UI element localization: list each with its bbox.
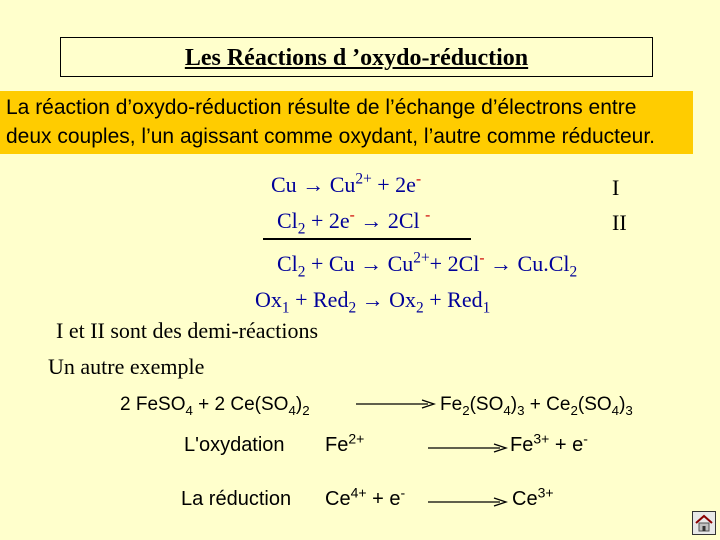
ex-rhs-b-sub: 4 xyxy=(503,402,511,418)
ex-lhs-c-sub: 2 xyxy=(302,402,310,418)
home-icon[interactable] xyxy=(692,511,716,535)
ex-rhs-d: + Ce xyxy=(524,394,571,415)
arrow-icon: → xyxy=(360,251,383,276)
eq2-cl: Cl xyxy=(277,208,298,233)
eq3-cu: Cu xyxy=(382,251,414,276)
long-arrow-icon xyxy=(428,495,508,509)
ex-rhs-c: ) xyxy=(510,394,518,415)
house-icon xyxy=(693,512,715,534)
ex-rhs-f-sub: 3 xyxy=(625,402,633,418)
roman-2: II xyxy=(612,210,627,235)
reduction-lhs xyxy=(325,484,406,511)
eq1-cu2: Cu xyxy=(329,172,356,197)
eq1-cu: Cu xyxy=(271,172,297,197)
red-ce: Ce xyxy=(325,488,351,510)
ex-rhs-a: Fe xyxy=(440,394,463,415)
eq1-charge: 2+ xyxy=(355,170,372,188)
ex-rhs-a-sub: 2 xyxy=(462,402,470,418)
eq4-s4: 1 xyxy=(482,299,491,317)
ex-rhs-c-sub: 3 xyxy=(517,402,525,418)
eq2-rhs: 2Cl xyxy=(387,208,426,233)
title-box xyxy=(60,37,653,77)
ox-plus-e: + e xyxy=(549,434,584,456)
example-rhs xyxy=(440,394,633,416)
eq1-minus: - xyxy=(415,170,422,188)
eq2-rhs-minus: - xyxy=(425,206,431,224)
eq2-sub: 2 xyxy=(297,220,306,238)
eq1-plus: + 2e xyxy=(371,172,416,197)
equation-1 xyxy=(271,172,421,198)
ex-lhs-c: ) xyxy=(295,394,303,415)
eq3-charge: 2+ xyxy=(413,249,430,267)
eq3-sub: 2 xyxy=(297,263,306,281)
reduction-rhs xyxy=(512,484,554,511)
red-ce3-sup: 3+ xyxy=(537,484,554,501)
eq4-s3: 2 xyxy=(416,299,424,317)
arrow-icon: → xyxy=(360,208,383,233)
eq2-minus: - xyxy=(349,206,355,224)
red-ce3: Ce xyxy=(512,488,538,510)
equation-2 xyxy=(277,206,431,238)
oxidation-rhs xyxy=(510,430,588,457)
eq3-minus: - xyxy=(479,249,485,267)
eq4-ox2: Ox xyxy=(383,287,417,312)
long-arrow-icon xyxy=(428,441,508,455)
equation-general xyxy=(255,287,491,317)
ex-rhs-e: (SO xyxy=(577,394,612,415)
ox-fe: Fe xyxy=(325,434,349,456)
long-arrow-icon xyxy=(356,397,436,411)
oxidation-lhs xyxy=(325,430,365,457)
ex-lhs-a-sub: 4 xyxy=(185,402,193,418)
ex-lhs-b: + 2 Ce(SO xyxy=(192,394,289,415)
eq3-plus-cu: + Cu xyxy=(305,251,361,276)
eq3-cucl: Cu.Cl xyxy=(512,251,570,276)
red-ce-sup: 4+ xyxy=(350,484,367,501)
ex-lhs-a: 2 FeSO xyxy=(120,394,186,415)
ex-rhs-d-sub: 2 xyxy=(570,402,578,418)
intro-text: La réaction d’oxydo-réduction résulte de l’échange d’électrons entre deux couples, l’un agissant comme oxydant, l’autre comme réducteur. xyxy=(0,91,693,154)
ex-rhs-b: (SO xyxy=(469,394,504,415)
arrow-icon: → xyxy=(302,172,325,197)
red-minus: - xyxy=(400,484,406,501)
oxidation-label: L'oxydation xyxy=(184,434,285,456)
eq4-ox: Ox xyxy=(255,287,282,312)
ox-minus: - xyxy=(583,430,588,447)
divider-line xyxy=(263,238,471,240)
eq4-s2: 2 xyxy=(348,299,357,317)
example-lhs xyxy=(120,394,310,416)
page-title: Les Réactions d ’oxydo-réduction xyxy=(184,45,529,71)
equation-sum xyxy=(277,249,578,281)
ex-rhs-e-sub: 4 xyxy=(611,402,620,418)
eq3-plus-cl: + 2Cl xyxy=(429,251,480,276)
ex-lhs-b-sub: 4 xyxy=(288,402,296,418)
eq2-plus: + 2e xyxy=(305,208,350,233)
arrow-icon: → xyxy=(361,287,384,312)
eq4-plus-red: + Red xyxy=(289,287,349,312)
ex-rhs-f: ) xyxy=(619,394,626,415)
ox-fe-sup: 2+ xyxy=(348,430,365,447)
reduction-label: La réduction xyxy=(181,488,292,510)
roman-1: I xyxy=(612,175,620,200)
arrow-icon: → xyxy=(490,251,513,276)
eq3-sub2: 2 xyxy=(569,263,578,281)
ox-fe3: Fe xyxy=(510,434,534,456)
red-plus-e: + e xyxy=(366,488,401,510)
ox-fe3-sup: 3+ xyxy=(533,430,550,447)
eq3-cl: Cl xyxy=(277,251,298,276)
eq4-plus-red2: + Red xyxy=(423,287,483,312)
other-example-label: Un autre exemple xyxy=(48,354,205,379)
note-text: I et II sont des demi-réactions xyxy=(56,318,319,343)
eq4-s1: 1 xyxy=(281,299,290,317)
